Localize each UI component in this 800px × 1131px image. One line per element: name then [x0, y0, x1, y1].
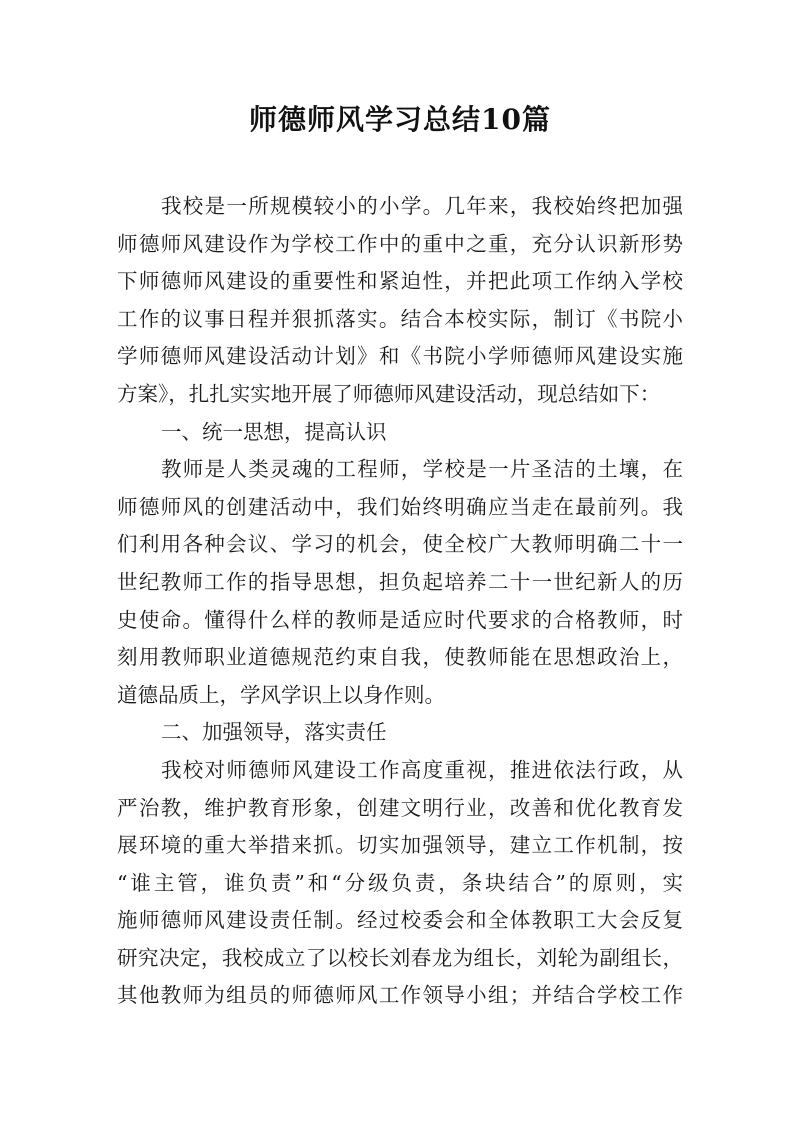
- text-line: 我校是一所规模较小的小学。几年来，我校始终把加强: [161, 194, 683, 218]
- text-line: “谁主管，谁负责”和“分级负责，条块结合”的原则，实: [117, 870, 683, 895]
- text-line: 师德师风的创建活动中，我们始终明确应当走在最前列。我: [117, 494, 683, 519]
- text-line: 一、统一思想，提高认识: [161, 419, 387, 444]
- text-line: 我校对师德师风建设工作高度重视，推进依法行政，从: [161, 757, 683, 782]
- text-line: 世纪教师工作的指导思想，担负起培养二十一世纪新人的历: [117, 569, 683, 594]
- text-line: 工作的议事日程并狠抓落实。结合本校实际，制订《书院小: [117, 306, 683, 331]
- text-line: 严治教，维护教育形象，创建文明行业，改善和优化教育发: [117, 795, 683, 820]
- text-line: 其他教师为组员的师德师风工作领导小组；并结合学校工作: [117, 983, 683, 1008]
- text-line: 下师德师风建设的重要性和紧迫性，并把此项工作纳入学校: [117, 269, 683, 294]
- text-line: 们利用各种会议、学习的机会，使全校广大教师明确二十一: [117, 532, 683, 557]
- text-line: 史使命。懂得什么样的教师是适应时代要求的合格教师，时: [117, 607, 683, 632]
- text-line: 二、加强领导，落实责任: [161, 720, 387, 745]
- text-line: 教师是人类灵魂的工程师，学校是一片圣洁的土壤，在: [161, 457, 683, 482]
- text-line: 刻用教师职业道德规范约束自我，使教师能在思想政治上，: [117, 645, 683, 670]
- text-line: 道德品质上，学风学识上以身作则。: [117, 682, 445, 707]
- text-line: 方案》，扎扎实实地开展了师德师风建设活动，现总结如下：: [117, 381, 661, 406]
- text-line: 师德师风建设作为学校工作中的重中之重，充分认识新形势: [117, 231, 683, 256]
- text-line: 学师德师风建设活动计划》和《书院小学师德师风建设实施: [117, 344, 683, 369]
- document-body: [117, 188, 683, 1015]
- text-line: 展环境的重大举措来抓。切实加强领导，建立工作机制，按: [117, 833, 683, 858]
- text-line: 研究决定，我校成立了以校长刘春龙为组长，刘轮为副组长，: [117, 945, 683, 970]
- text-line: 施师德师风建设责任制。经过校委会和全体教职工大会反复: [117, 908, 683, 933]
- document-title: 师德师风学习总结10篇: [249, 103, 551, 136]
